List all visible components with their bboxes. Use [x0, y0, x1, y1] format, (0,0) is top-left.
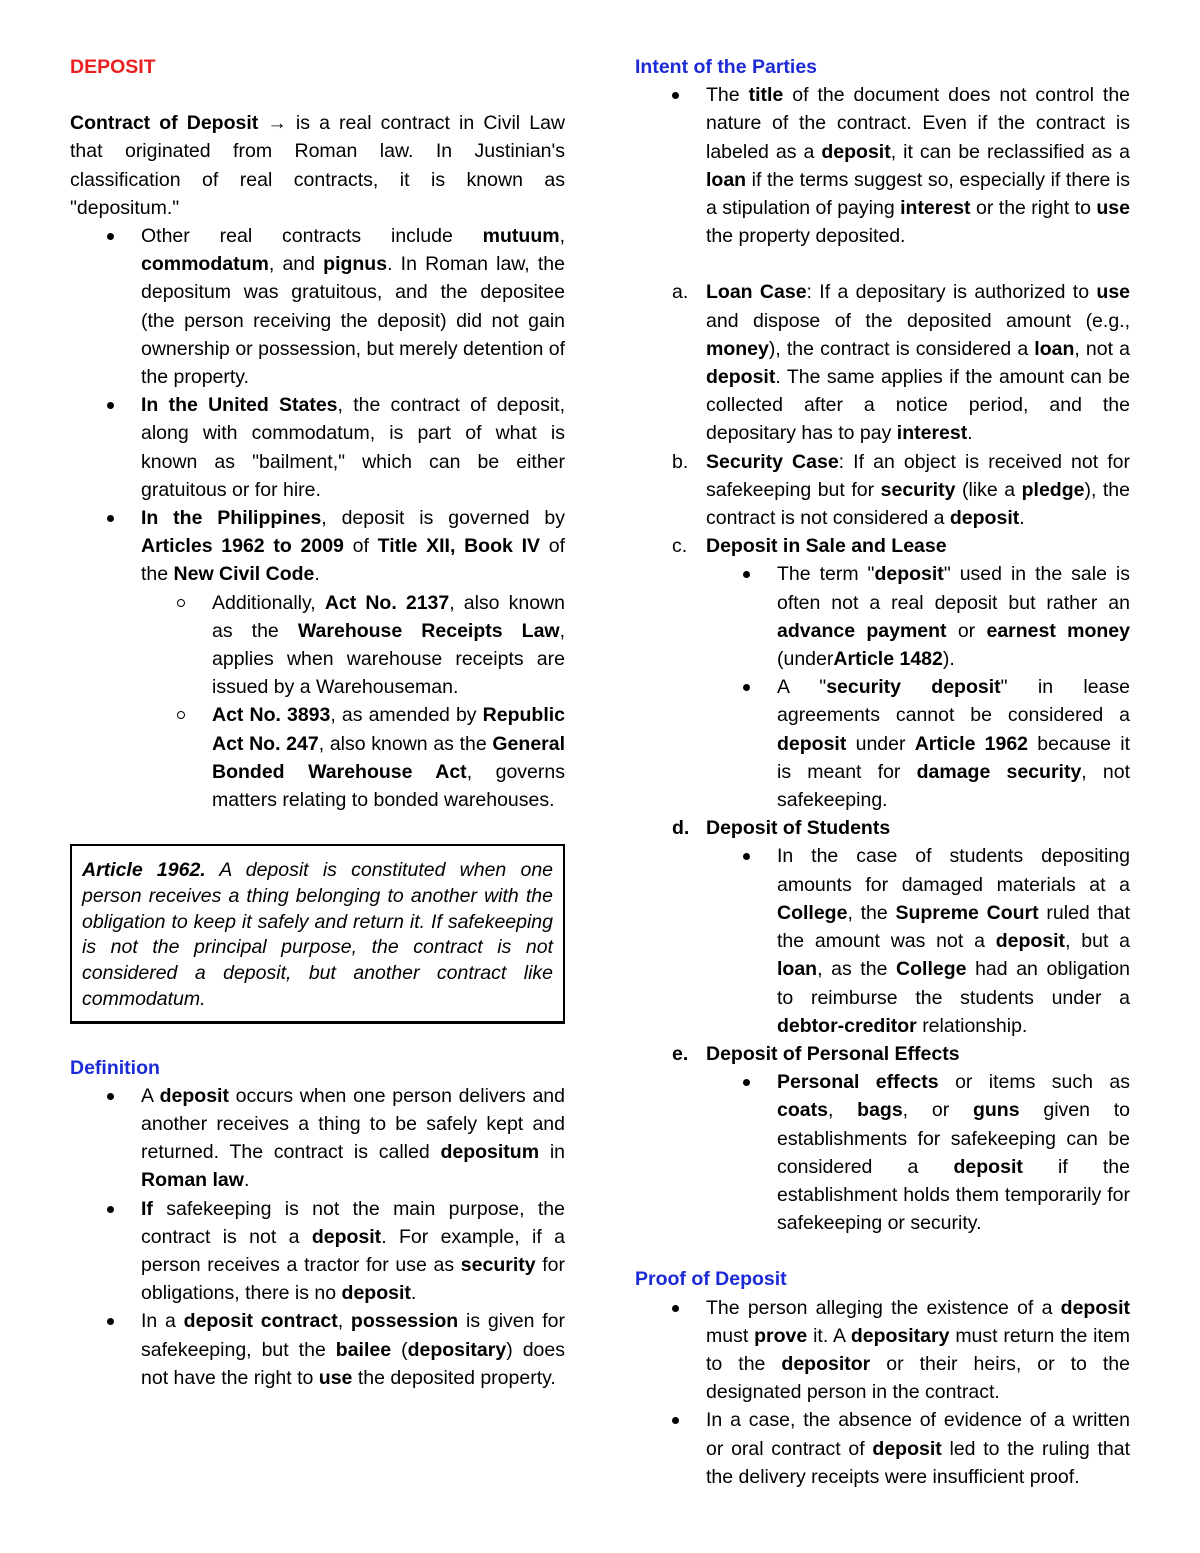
list-item: The person alleging the existence of a deposit must prove it. A depositary must return the item to the depositor or their heirs, or to the designated person in the contract. [706, 1294, 1130, 1407]
article-text: A deposit is constituted when one person receives a thing belonging to another with the obligation to keep it safely and return it. If safekeeping is not the principal purpose, the contract is not considered a deposit, but another contract like commodatum. [82, 859, 554, 1010]
intro-bullet-list [70, 222, 565, 814]
personal-effects-list [706, 1068, 1130, 1237]
definition-heading: Definition [70, 1056, 160, 1079]
cases-list [635, 278, 1130, 1237]
list-item: Additionally, Act No. 2137, also known as the Warehouse Receipts Law, applies when warehouse receipts are issued by a Warehouseman. [212, 589, 565, 702]
list-item: In the Philippines, deposit is governed by Articles 1962 to 2009 of Title XII, Book IV of the New Civil Code. Additionally, Act No. 2137, also known as the Warehouse Receipts Law, applies when warehouse receipts are issued by a Warehouseman. Act No. 3893, as amended by Republic Act No. 247, also known as the General Bonded Warehouse Act, governs matters relating to bonded warehouses. [141, 504, 565, 814]
students-list [706, 842, 1130, 1039]
list-item: b. Security Case: If an object is received not for safekeeping but for security (like a pledge), the contract is not considered a deposit. [672, 450, 1130, 530]
list-item: e. Deposit of Personal Effects Personal effects or items such as coats, bags, or guns given to establishments for safekeeping can be considered a deposit if the establishment holds them temporarily for safekeeping or security. [706, 1040, 1130, 1237]
list-item: Personal effects or items such as coats, bags, or guns given to establishments for safekeeping can be considered a deposit if the establishment holds them temporarily for safekeeping or security. [777, 1068, 1130, 1237]
list-item: In a case, the absence of evidence of a written or oral contract of deposit led to the ruling that the delivery receipts were insufficient proof. [706, 1406, 1130, 1491]
list-item: c. Deposit in Sale and Lease The term "deposit" used in the sale is often not a real deposit but rather an advance payment or earnest money (underArticle 1482). A "security deposit" in lease agreements cannot be considered a deposit under Article 1962 because it is meant for damage security, not safekeeping. [706, 532, 1130, 814]
right-column [635, 53, 1130, 1491]
definition-list [70, 1082, 565, 1392]
list-item: The title of the document does not control the nature of the contract. Even if the contract is labeled as a deposit, it can be reclassified as a loan if the terms suggest so, especially if there is a stipulation of paying interest or the right to use the property deposited. [706, 81, 1130, 250]
list-item: Act No. 3893, as amended by Republic Act No. 247, also known as the General Bonded Warehouse Act, governs matters relating to bonded warehouses. [212, 701, 565, 814]
document-title: DEPOSIT [70, 56, 156, 78]
intent-heading: Intent of the Parties [635, 56, 818, 78]
personal-effects-heading: Deposit of Personal Effects [706, 1042, 960, 1065]
intro-paragraph: Contract of Deposit → is a real contract in Civil Law that originated from Roman law. In Justinian's classification of real contracts, it is known as "depositum." [70, 112, 565, 219]
article-label: Article 1962. [82, 859, 206, 882]
list-item: a. Loan Case: If a depositary is authorized to use and dispose of the deposited amount (e.g., money), the contract is considered a loan, not a deposit. The same applies if the amount can be collected after a notice period, and the depositary has to pay interest. [672, 281, 1131, 445]
sub-bullet-list [141, 589, 565, 815]
sale-lease-heading: Deposit in Sale and Lease [706, 535, 947, 558]
list-item: Other real contracts include mutuum, commodatum, and pignus. In Roman law, the depositum was gratuitous, and the depositee (the person receiving the deposit) did not gain ownership or possession, but merely detention of the property. [141, 222, 565, 391]
list-item: In a deposit contract, possession is given for safekeeping, but the bailee (depositary) does not have the right to use the deposited property. [141, 1307, 565, 1392]
article-1962-box [70, 844, 565, 1023]
list-item: A "security deposit" in lease agreements cannot be considered a deposit under Article 1962 because it is meant for damage security, not safekeeping. [777, 673, 1130, 814]
intent-list [635, 81, 1130, 250]
list-item: A deposit occurs when one person delivers and another receives a thing to be safely kept and returned. The contract is called depositum in Roman law. [141, 1082, 565, 1195]
list-item: In the case of students depositing amounts for damaged materials at a College, the Supreme Court ruled that the amount was not a deposit, but a loan, as the College had an obligation to reimburse the students under a debtor-creditor relationship. [777, 842, 1130, 1039]
intro-term: Contract of Deposit → [70, 112, 287, 135]
students-heading: Deposit of Students [706, 817, 891, 840]
list-item: If safekeeping is not the main purpose, the contract is not a deposit. For example, if a person receives a tractor for use as security for obligations, there is no deposit. [141, 1195, 565, 1308]
list-item: The term "deposit" used in the sale is often not a real deposit but rather an advance payment or earnest money (underArticle 1482). [777, 560, 1130, 673]
list-item: d. Deposit of Students In the case of students depositing amounts for damaged materials at a College, the Supreme Court ruled that the amount was not a deposit, but a loan, as the College had an obligation to reimburse the students under a debtor-creditor relationship. [706, 814, 1130, 1040]
proof-heading: Proof of Deposit [635, 1268, 787, 1291]
list-item: In the United States, the contract of deposit, along with commodatum, is part of what is known as "bailment," which can be either gratuitous or for hire. [141, 391, 565, 504]
proof-list [635, 1294, 1130, 1491]
left-column [70, 53, 565, 1392]
sale-lease-list [706, 560, 1130, 814]
